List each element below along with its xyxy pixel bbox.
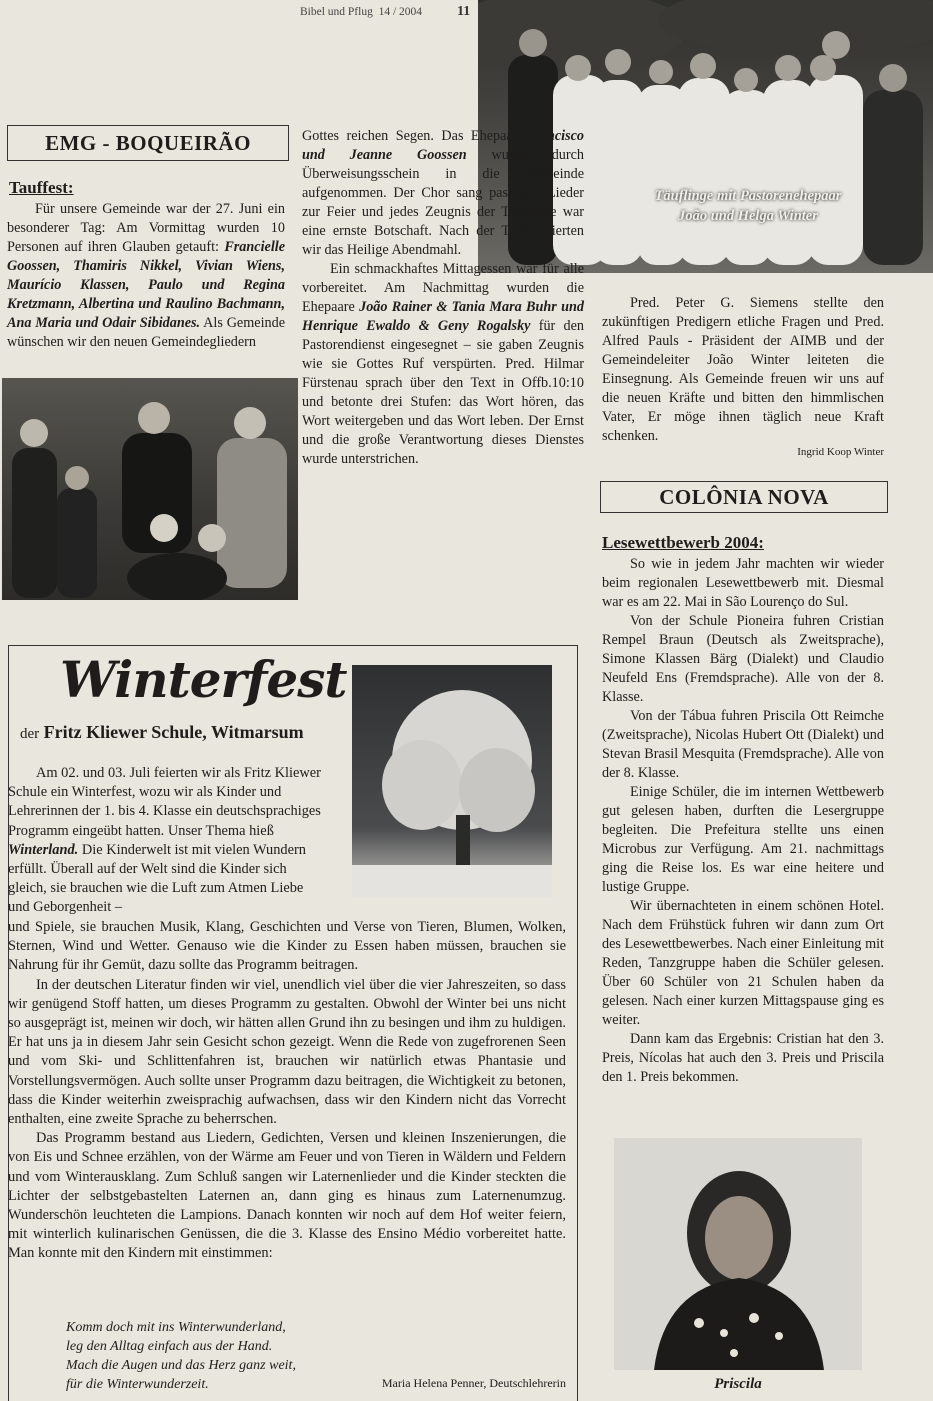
blessing-photo bbox=[2, 378, 298, 600]
priscila-portrait bbox=[614, 1138, 862, 1370]
theme-winterland: Winterland. bbox=[8, 841, 79, 858]
emg-col1-paragraph bbox=[7, 200, 285, 352]
colonia-paragraph-5: Wir übernachteten in einem schönen Hotel. Nach dem Frühstück fuhren wir dann zum Ort des Lesewettbewerbes. Nach einer Einleitung mit Reden, Tanzgruppe haben die Schüler gelesen. Über 60 Schüler von 21 Schulen haben da gelesen. Nach einer kurzen Mittagspause ging es weiter. bbox=[602, 898, 884, 1028]
blessing-photo-figures bbox=[2, 378, 298, 600]
priscila-photo bbox=[614, 1138, 862, 1370]
tauffest-heading: Tauffest: bbox=[9, 178, 74, 197]
emg-col1-text-end: Als Gemeinde wünschen wir den neuen Gemeindegliedern bbox=[7, 315, 285, 350]
winterfest-p1-continued: und Spiele, sie brauchen Musik, Klang, Geschichten und Verse von Tieren, Blumen, Wolken, Sternen, Wind und Wetter. Genauso wie die Kinder zu Essen haben müssen, brauchen sie Nahrung für ihr Gemüt, dazu sollte das Programm beitragen. bbox=[8, 919, 566, 974]
poem-line: Mach die Augen und das Herz ganz weit, bbox=[66, 1358, 296, 1373]
emg-col2-text-1a: Gottes reichen Segen. Das Ehepaar bbox=[302, 128, 525, 144]
winter-tree-photo bbox=[352, 665, 552, 897]
lesewettbewerb-heading: Lesewettbewerb 2004: bbox=[602, 533, 764, 552]
colonia-paragraph-3: Von der Tábua fuhren Priscila Ott Reimche (Zweitsprache), Nicolas Hubert Ott (Dialekt) und Stevan Brasil Mesquita (Fremdsprache). Alle von der 8. Klasse. bbox=[602, 708, 884, 781]
winterfest-p2: In der deutschen Literatur finden wir viel, unendlich viel über die vier Jahreszeiten, so dass wir genügend Stoff hatten, um dieses Programm zu gestalten. Obwohl der Winter bei uns nicht so ausgeprägt ist, meinen wir doch, wir hätten allen Grund ihn zu besingen und ihm zu huldigen. Er hat uns ja in diesem Jahr sein Gesicht schon gezeigt. Wenn die Rede von zugefrorenen Seen und vom Ski- und Schlittenfahren ist, brauchen wir natürlich etwas Phantasie und Vorstellungsvermögen. Auch sollte unser Programm dazu beitragen, die Wichtigkeit zu betonen, dass die Kinder weiterhin zweisprachig aufwachsen, dass wir den Kindern nicht das Vorrecht enthalten, eine zweite Sprache zu beherrschen. bbox=[8, 976, 566, 1128]
winterfest-author: Maria Helena Penner, Deutschlehrerin bbox=[381, 1376, 566, 1390]
colonia-section-title: COLÔNIA NOVA bbox=[600, 481, 888, 513]
winterfest-p3: Das Programm bestand aus Liedern, Gedichten, Versen und kleinen Inszenierungen, die von Eis und Schnee erzählen, von der Wärme am Feuer und von Tieren in Wäldern und Feldern und vom Winterausklang. Zum Schluß sangen wir Laternenlieder und die Kinder steckten die Lichter der selbstgebastelten Laternen an, dann ging es hinaus zum Laternenumzug. Wunderschön leuchteten die Lampions. Danach konnten wir noch auf dem Hof weiter feiern, mit winterlich kulinarischen Genüssen, die die 3. Klasse des Ensino Médio vorbereitet hatte. Man konnte mit den Kindern mit einstimmen: bbox=[8, 1130, 566, 1262]
emg-author: Ingrid Koop Winter bbox=[797, 446, 884, 458]
winter-p1-text-a: Am 02. und 03. Juli feierten wir als Fritz Kliewer Schule ein Winterfest, wozu wir als Kinder und Lehrerinnen der 1. bis 4. Klasse ein deutschsprachiges Programm eingeübt hatten. Unser Thema hieß bbox=[8, 765, 321, 839]
colonia-paragraph-6: Dann kam das Ergebnis: Cristian hat den 3. Preis, Nícolas hat auch den 3. Preis und Priscila den 1. Preis bekommen. bbox=[602, 1031, 884, 1085]
emg-col2-text-2b: für den Pastorendienst eingesegnet – sie gaben Zeugnis wie sie Gottes Ruf verspürten. Pred. Hilmar Fürstenau sprach über den Text in Offb.10:10 und betonte drei Stufen: das Wort hören, das Wort weitergeben und das Wort leben. Der Ernst und die große Verantwortung dieses Dienstes wurde unterstrichen. bbox=[302, 318, 585, 467]
emg-column-3 bbox=[602, 294, 884, 446]
winterfest-subtitle bbox=[20, 722, 304, 743]
winter-poem bbox=[66, 1318, 296, 1394]
colonia-paragraph-1: So wie in jedem Jahr machten wir wieder beim regionalen Lesewettbewerb mit. Diesmal war es am 22. Mai in São Lourenço do Sul. bbox=[602, 556, 884, 610]
winterfest-body bbox=[8, 918, 566, 1264]
school-name: Fritz Kliewer Schule, Witmarsum bbox=[43, 722, 304, 742]
poem-line: leg den Alltag einfach aus der Hand. bbox=[66, 1339, 273, 1354]
emg-col3-paragraph: Pred. Peter G. Siemens stellte den zukünftigen Predigern etliche Fragen und Pred. Alfred Pauls - Präsident der AIMB und der Gemeindeleiter João Winter leiteten die Einsegnung. Als Gemeinde freuen wir uns auf die neuen Kräfte und bitten den himmlischen Vater, Er möge ihnen täglich neue Kraft schenken. bbox=[602, 295, 884, 444]
winterfest-p1 bbox=[8, 764, 323, 918]
emg-col2-text-2a: Ein schmackhaftes Mittagessen war für alle vorbereitet. Am Nachmittag wurden die Ehepaare bbox=[302, 261, 584, 315]
group-photo-caption bbox=[623, 186, 873, 226]
couple-names-2: João Rainer & Tania Mara Buhr und Henrique Ewaldo & Geny Rogalsky bbox=[302, 299, 584, 334]
emg-col2-paragraph-1 bbox=[302, 127, 584, 260]
emg-col2-text-1b: wurde durch Überweisungsschein in die Gemeinde aufgenommen. Der Chor sang passende Lieder zur Feier und jedes Zeugnis der Täuflinge war eine ernste Botschaft. Nach der Taufe feierten wir das Heilige Abendmahl. bbox=[302, 147, 584, 258]
emg-column-1 bbox=[7, 200, 285, 352]
emg-section-title: EMG - BOQUEIRÃO bbox=[7, 125, 289, 161]
emg-col1-text: Für unsere Gemeinde war der 27. Juni ein besonderer Tag: Am Vormittag wurden 10 Personen auf ihren Glauben getauft: bbox=[7, 201, 285, 255]
colonia-text bbox=[602, 555, 884, 1087]
page-number: 11 bbox=[457, 4, 471, 19]
priscila-caption: Priscila bbox=[714, 1376, 762, 1392]
running-head: Bibel und Pflug 14 / 2004 bbox=[300, 6, 423, 18]
poem-line: für die Winterwunderzeit. bbox=[66, 1377, 209, 1392]
emg-column-2 bbox=[302, 127, 584, 469]
emg-col2-paragraph-2 bbox=[302, 260, 584, 469]
colonia-paragraph-2: Von der Schule Pioneira fuhren Cristian Rempel Braun (Deutsch als Zweitsprache), Simone Klassen Bärg (Dialekt) und Claudio Neufeld Ens (Fremdsprache). Alle von der 8. Klasse. bbox=[602, 613, 884, 705]
baptized-names: Francielle Goossen, Thamiris Nikkel, Vivian Wiens, Maurício Klassen, Paulo und Regina Kretzmann, Albertina und Raulino Bachmann, Ana Maria und Odair Sibidanes. bbox=[7, 239, 285, 331]
winterfest-paragraph-1-top bbox=[8, 764, 323, 918]
caption-line-1: Täuflinge mit Pastorenehepaar bbox=[654, 188, 842, 204]
caption-line-2: João und Helga Winter bbox=[678, 208, 818, 224]
poem-line: Komm doch mit ins Winterwunderland, bbox=[66, 1320, 286, 1335]
colonia-paragraph-4: Einige Schüler, die im internen Wettbewerb gut gelesen haben, durften die Lesergruppe begleiten. Die Prefeitura stellte uns einen Microbus zur Verfügung. Am 21. nachmittags ging die Reise los. Es war eine heitere und lustige Gruppe. bbox=[602, 784, 884, 895]
winter-tree bbox=[352, 665, 552, 897]
subtitle-der: der bbox=[20, 726, 40, 742]
winterfest-title: Winterfest bbox=[60, 650, 347, 709]
couple-names-1: Francisco und Jeanne Goossen bbox=[302, 128, 584, 163]
winter-p1-text-b: Die Kinderwelt ist mit vielen Wundern erfüllt. Überall auf der Welt sind die Kinder sich gleich, sie brauchen wie die Luft zum Atmen Liebe und Geborgenheit – bbox=[8, 841, 307, 916]
